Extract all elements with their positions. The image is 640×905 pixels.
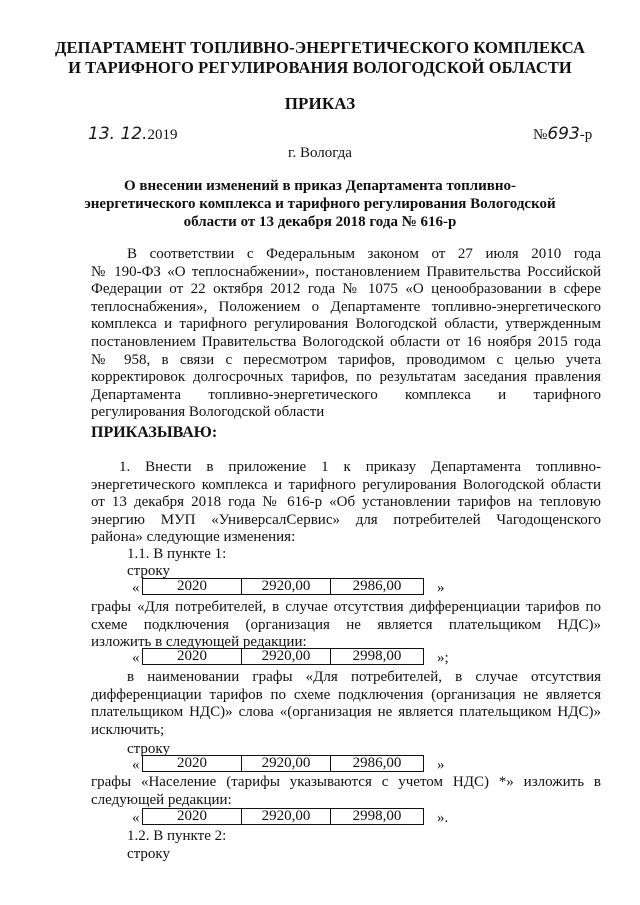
date-year: 2019 [147, 127, 178, 143]
paragraph-line: графы «Для потребителей, в случае отсутствия дифференциации тарифов по [91, 599, 601, 615]
table-cell-year: 2020 [143, 756, 242, 772]
paragraph-line: в наименовании графы «Для потребителей, в случае отсутствия [127, 669, 601, 685]
department-name-line2: И ТАРИФНОГО РЕГУЛИРОВАНИЯ ВОЛОГОДСКОЙ ОБЛАСТИ [68, 58, 572, 77]
table-cell-value2: 2986,00 [331, 579, 424, 595]
close-quote: » [437, 757, 445, 773]
paragraph-line: изложить в следующей редакции: [91, 634, 307, 651]
table-row [143, 649, 424, 665]
tariff-table-new-2 [142, 808, 424, 825]
open-quote: « [132, 580, 140, 596]
close-quote-semicolon: »; [437, 650, 449, 666]
table-cell-value1: 2920,00 [242, 756, 331, 772]
paragraph-line: схеме подключения (организация не является плательщиком НДС)» [91, 616, 601, 633]
paragraph-line: исключить; [91, 721, 165, 738]
city: г. Вологда [288, 145, 352, 161]
paragraph-line: дифференциации тарифов по схеме подключения (организация не является [91, 686, 601, 703]
paragraph-line: энергетического комплекса и тарифного регулирования Вологодской области [91, 476, 601, 493]
row-word-2: строку [127, 741, 170, 757]
close-quote-period: ». [437, 810, 449, 826]
open-quote: « [132, 650, 140, 666]
sub1-heading: 1.1. В пункте 1: [127, 546, 227, 562]
table-cell-value2: 2986,00 [331, 756, 424, 772]
table-cell-value1: 2920,00 [242, 649, 331, 665]
sub2-row-word: строку [127, 846, 170, 862]
paragraph-line: постановлением Правительства Вологодской области от 16 ноября 2015 года [91, 334, 601, 350]
paragraph-line: теплоснабжения», Положением о Департаменте топливно-энергетического [91, 298, 601, 315]
paragraph-line: Федерации от 22 октября 2012 года № 1075 «О ценообразовании в сфере [91, 281, 601, 298]
paragraph-line: № 190-ФЗ «О теплоснабжении», постановлением Правительства Российской [91, 263, 601, 280]
title-line2: энергетического комплекса и тарифного регулирования Вологодской [84, 196, 556, 212]
paragraph-line: регулирования Вологодской области [91, 404, 325, 421]
table-cell-year: 2020 [143, 579, 242, 595]
paragraph-line: № 958, в связи с пересмотром тарифов, проводимом с целью учета [91, 351, 601, 368]
paragraph-line: комплекса и тарифного регулирования Вологодской области, утвержденным [91, 316, 601, 333]
number-suffix: -р [579, 127, 593, 143]
row-word: строку [127, 563, 170, 579]
table-row [143, 756, 424, 772]
table-cell-year: 2020 [143, 809, 242, 825]
table-cell-value1: 2920,00 [242, 809, 331, 825]
paragraph-line: района» следующие изменения: [91, 529, 296, 546]
title-line3: области от 13 декабря 2018 года № 616-р [183, 214, 457, 230]
handwritten-number: 693 [547, 124, 580, 144]
order-number [533, 124, 592, 145]
open-quote: « [132, 757, 140, 773]
table-cell-value2: 2998,00 [331, 649, 424, 665]
order-word: ПРИКАЗЫВАЮ: [91, 424, 218, 441]
document-type: ПРИКАЗ [284, 94, 356, 113]
paragraph-line: Департамента топливно-энергетического комплекса и тарифного [91, 386, 601, 403]
tariff-table-old-2 [142, 755, 424, 772]
table-row [143, 809, 424, 825]
table-cell-value1: 2920,00 [242, 579, 331, 595]
tariff-table-new-1 [142, 648, 424, 665]
department-name-line1: ДЕПАРТАМЕНТ ТОПЛИВНО-ЭНЕРГЕТИЧЕСКОГО КОМПЛЕКСА [55, 38, 585, 57]
number-prefix: № [533, 127, 548, 143]
paragraph-line: графы «Население (тарифы указываются с учетом НДС) *» изложить в [91, 774, 601, 790]
title-line1: О внесении изменений в приказ Департамента топливно- [123, 178, 517, 194]
paragraph-line: следующей редакции: [91, 791, 232, 808]
table-cell-year: 2020 [143, 649, 242, 665]
paragraph-line: корректировок долгосрочных тарифов, по результатам заседания правления [91, 369, 601, 386]
tariff-table-old-1 [142, 578, 424, 595]
paragraph-line: 1. Внести в приложение 1 к приказу Департамента топливно- [119, 459, 601, 475]
paragraph-line: энергию МУП «УниверсалСервис» для потребителей Чагодощенского [91, 511, 601, 528]
order-date [88, 124, 177, 145]
paragraph-line: плательщиком НДС)» слова «(организация не является плательщиком НДС)» [91, 704, 601, 721]
table-cell-value2: 2998,00 [331, 809, 424, 825]
handwritten-date: 13. 12. [88, 124, 148, 144]
table-row [143, 579, 424, 595]
paragraph-line: от 13 декабря 2018 года № 616-р «Об установлении тарифов на тепловую [91, 494, 601, 511]
open-quote: « [132, 810, 140, 826]
sub2-heading: 1.2. В пункте 2: [127, 828, 227, 844]
close-quote: » [437, 580, 445, 596]
paragraph-line: В соответствии с Федеральным законом от 27 июля 2010 года [127, 246, 601, 262]
